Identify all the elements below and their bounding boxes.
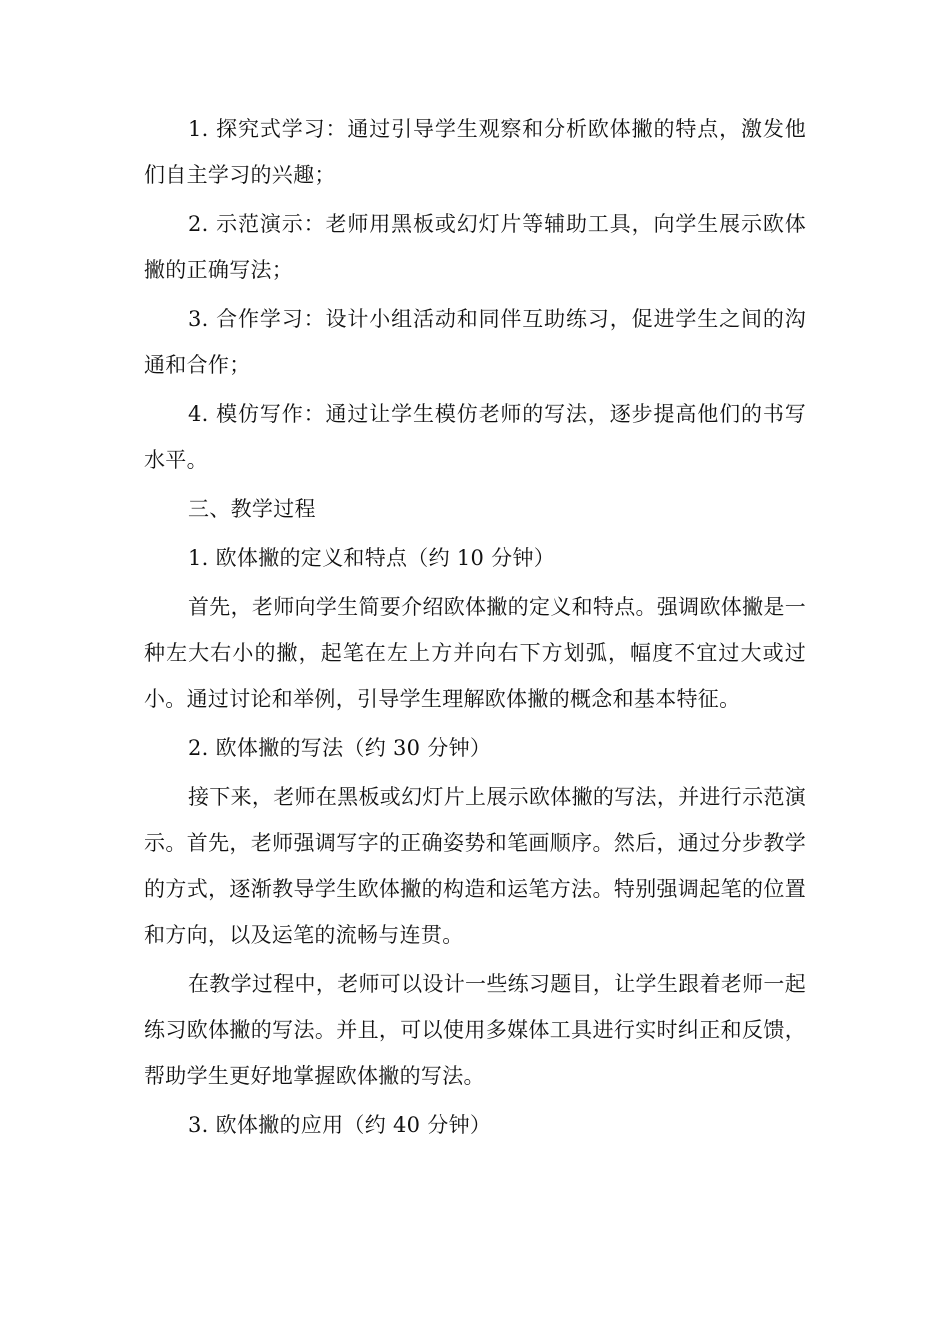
paragraph-definition: 首先，老师向学生简要介绍欧体撇的定义和特点。强调欧体撇是一种左大右小的撇，起笔在左上方并向右下方划弧，幅度不宜过大或过小。通过讨论和举例，引导学生理解欧体撇的概念和基本特征。 bbox=[144, 595, 806, 711]
list-item-cooperative-learning: 3. 合作学习：设计小组活动和同伴互助练习，促进学生之间的沟通和合作； bbox=[144, 307, 806, 377]
section-heading-teaching-process: 三、教学过程 bbox=[188, 497, 316, 521]
subheading-application: 3. 欧体撇的应用（约 40 分钟） bbox=[188, 1113, 492, 1137]
document-body bbox=[144, 106, 806, 1151]
list-item-inquiry-learning: 1. 探究式学习：通过引导学生观察和分析欧体撇的特点，激发他们自主学习的兴趣； bbox=[144, 117, 806, 187]
subheading-definition: 1. 欧体撇的定义和特点（约 10 分钟） bbox=[188, 546, 556, 570]
subheading-writing-method: 2. 欧体撇的写法（约 30 分钟） bbox=[188, 736, 492, 760]
list-item-demonstration: 2. 示范演示：老师用黑板或幻灯片等辅助工具，向学生展示欧体撇的正确写法； bbox=[144, 212, 806, 282]
paragraph-writing-method: 接下来，老师在黑板或幻灯片上展示欧体撇的写法，并进行示范演示。首先，老师强调写字的正确姿势和笔画顺序。然后，通过分步教学的方式，逐渐教导学生欧体撇的构造和运笔方法。特别强调起笔的位置和方向，以及运笔的流畅与连贯。 bbox=[144, 785, 806, 947]
paragraph-practice: 在教学过程中，老师可以设计一些练习题目，让学生跟着老师一起练习欧体撇的写法。并且，可以使用多媒体工具进行实时纠正和反馈，帮助学生更好地掌握欧体撇的写法。 bbox=[144, 972, 806, 1088]
list-item-imitation-writing: 4. 模仿写作：通过让学生模仿老师的写法，逐步提高他们的书写水平。 bbox=[144, 402, 806, 472]
